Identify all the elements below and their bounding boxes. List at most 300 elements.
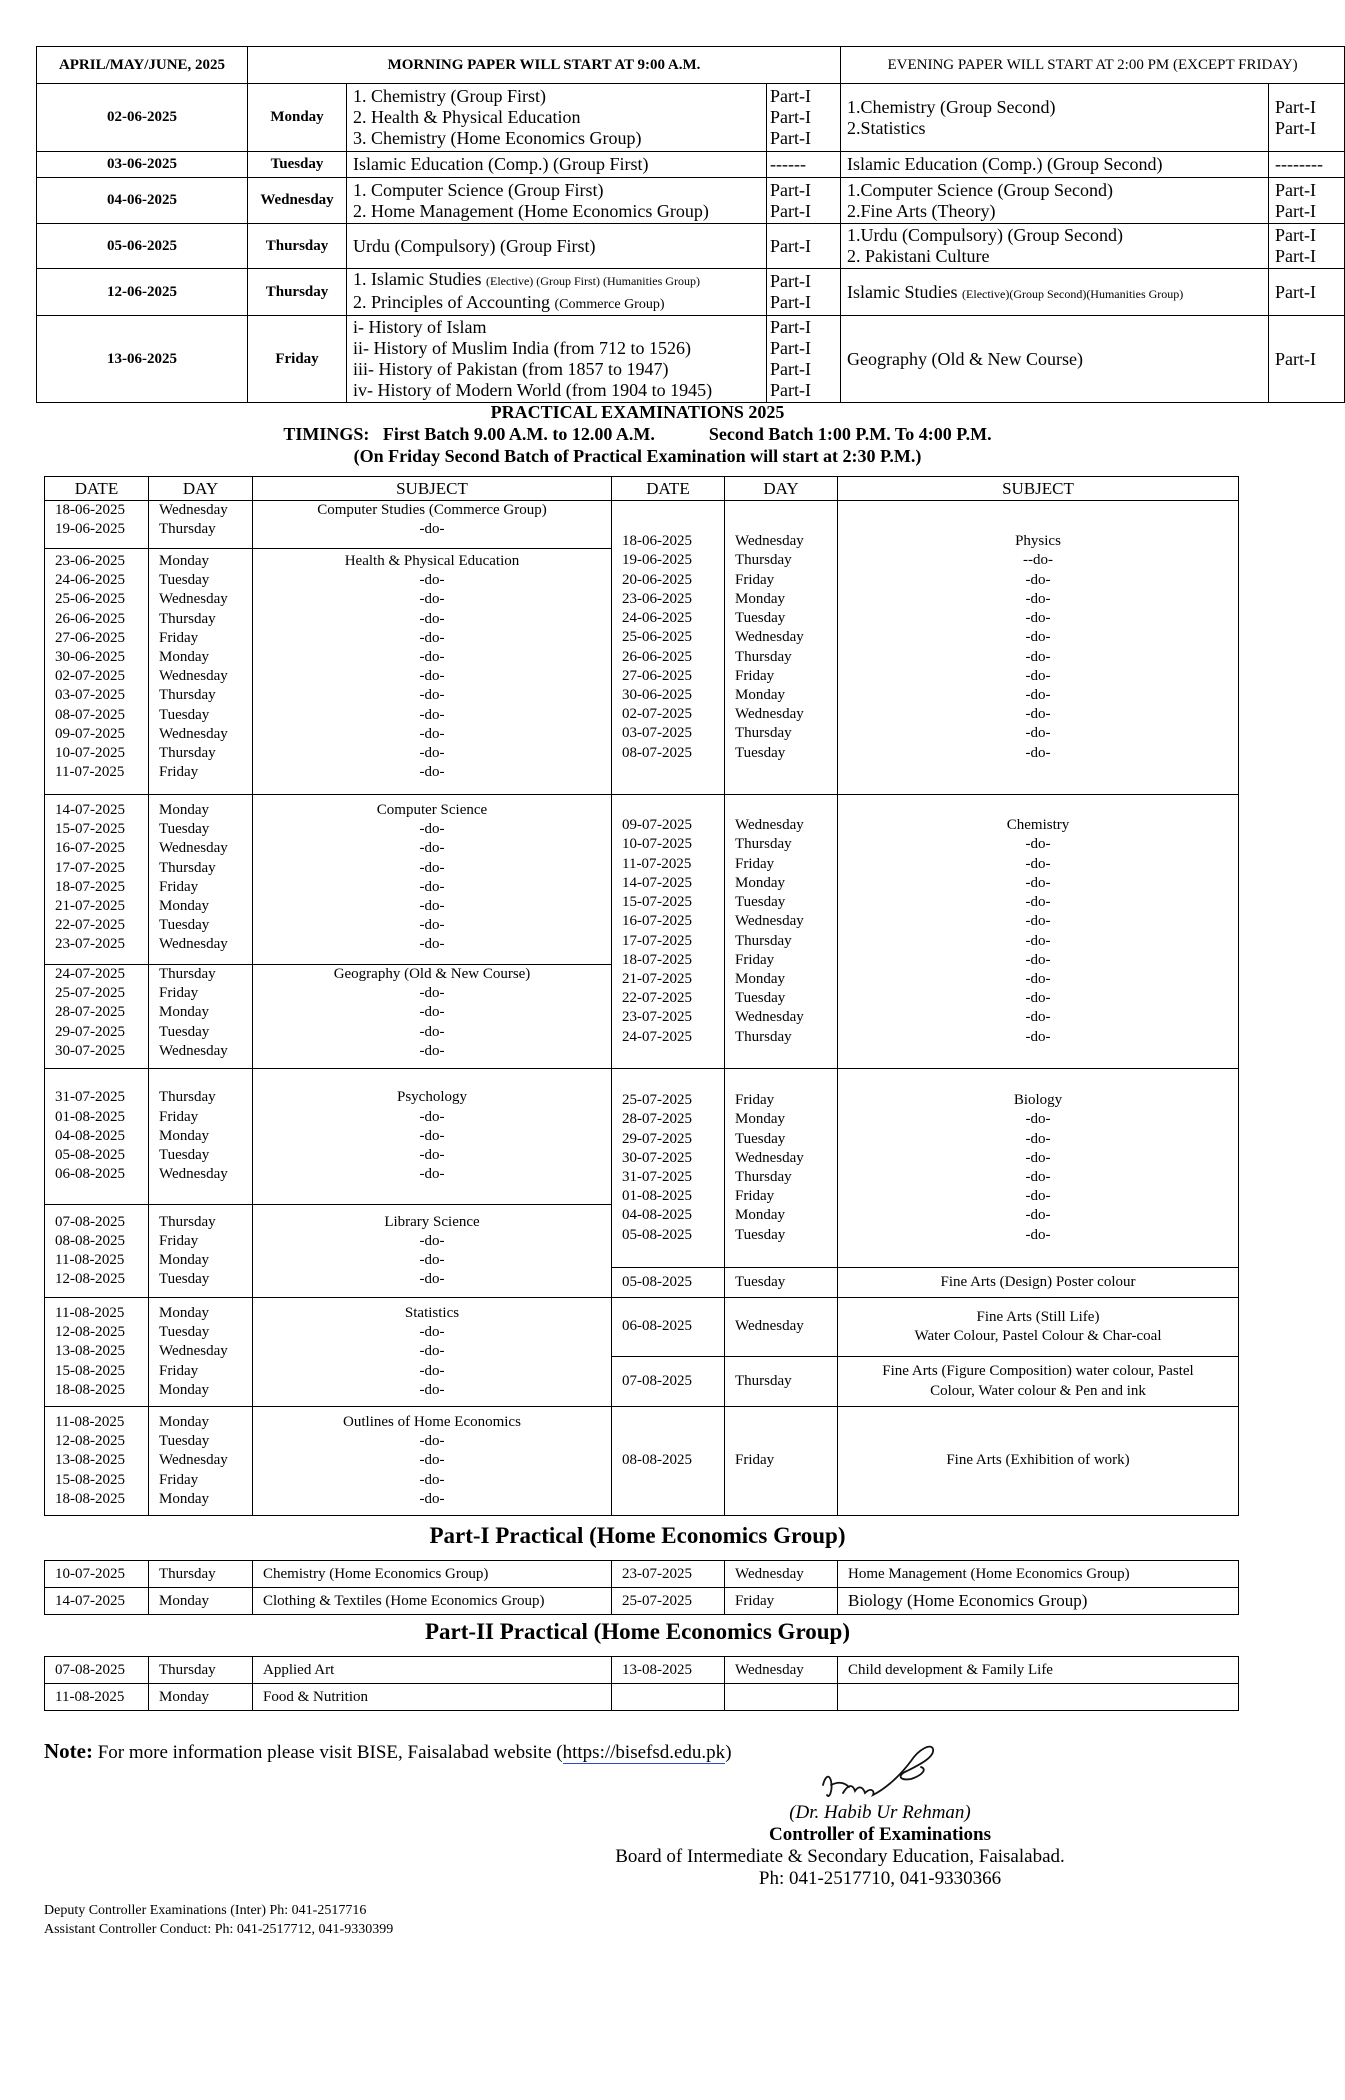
subject-entry: Geography (Old & New Course) xyxy=(333,966,531,982)
date-entry: 05-08-2025 xyxy=(622,1226,692,1243)
subject-list xyxy=(253,795,612,965)
subject-entry: -do- xyxy=(1025,951,1051,968)
subject-list xyxy=(838,795,1239,1069)
subject-entry: Psychology xyxy=(396,1089,467,1106)
subject-list xyxy=(838,1298,1239,1357)
day-entry: Monday xyxy=(159,1252,209,1268)
date-entry: 05-08-2025 xyxy=(55,1147,125,1164)
date-entry: 11-07-2025 xyxy=(622,855,692,872)
subject-entry: -do- xyxy=(1025,894,1051,911)
subject-entry: -do- xyxy=(1025,1207,1051,1224)
subject-entry: Physics xyxy=(1015,533,1061,550)
subject-entry: -do- xyxy=(1025,913,1051,930)
morning-subject: 1. Computer Science (Group First) xyxy=(353,179,604,200)
day-entry: Tuesday xyxy=(159,917,210,934)
date-list xyxy=(612,1407,725,1516)
subject-entry: Fine Arts (Exhibition of work) xyxy=(946,1452,1130,1469)
part-label: Part-I xyxy=(770,179,811,200)
subject-entry: -do- xyxy=(419,1271,445,1288)
date-entry: 27-06-2025 xyxy=(55,629,125,646)
part-label: Part-I xyxy=(770,128,811,148)
date-entry: 22-07-2025 xyxy=(55,917,125,934)
date-cell: 14-07-2025 xyxy=(45,1588,149,1615)
table-row xyxy=(45,1684,1239,1711)
deputy-controller-contact: Deputy Controller Examinations (Inter) Ph: 041-2517716 xyxy=(44,1903,367,1918)
day-entry: Thursday xyxy=(735,1169,792,1185)
signatory-name: (Dr. Habib Ur Rehman) xyxy=(789,1802,971,1823)
subject-entry: Fine Arts (Figure Composition) water colour, Pastel xyxy=(882,1363,1194,1380)
date-entry: 08-08-2025 xyxy=(55,1232,125,1249)
day-entry: Tuesday xyxy=(735,894,786,911)
day-entry: Wednesday xyxy=(159,502,228,518)
date-entry: 26-06-2025 xyxy=(55,610,125,627)
subject-list xyxy=(253,1407,612,1516)
day-entry: Friday xyxy=(159,1232,199,1249)
day-entry: Wednesday xyxy=(735,1149,804,1166)
subject-entry: -do- xyxy=(419,668,445,685)
part1-practical-table xyxy=(44,1560,1239,1615)
theory-row xyxy=(37,269,1345,316)
day-list xyxy=(725,1268,838,1298)
date-entry: 23-07-2025 xyxy=(622,1009,692,1026)
theory-datesheet-table xyxy=(36,46,1345,403)
part-label: -------- xyxy=(1269,152,1345,178)
date-list xyxy=(45,549,149,795)
date-entry: 01-08-2025 xyxy=(55,1108,125,1125)
practical-timings: TIMINGS: First Batch 9.00 A.M. to 12.00 A.M. Second Batch 1:00 P.M. To 4:00 P.M. xyxy=(283,424,992,444)
exam-date: 02-06-2025 xyxy=(37,84,248,152)
part-label: Part-I xyxy=(1275,179,1317,200)
date-entry: 21-07-2025 xyxy=(622,970,692,987)
date-entry: 18-06-2025 xyxy=(622,533,692,550)
subject-list xyxy=(253,1205,612,1298)
date-entry: 12-08-2025 xyxy=(55,1324,125,1341)
part-label: Part-I xyxy=(770,380,811,400)
date-entry: 23-06-2025 xyxy=(55,553,125,569)
date-list xyxy=(45,1069,149,1205)
subject-cell: Food & Nutrition xyxy=(253,1684,612,1711)
subject-entry: -do- xyxy=(419,1023,445,1040)
morning-subject: iv- History of Modern World (from 1904 to 1945) xyxy=(353,380,713,400)
date-list xyxy=(45,1298,149,1407)
day-cell xyxy=(725,1684,838,1711)
signature-icon xyxy=(815,1735,965,1810)
theory-row xyxy=(37,152,1345,178)
subject-entry: Computer Science xyxy=(376,802,488,818)
date-entry: 28-07-2025 xyxy=(55,1004,125,1021)
day-entry: Tuesday xyxy=(735,1130,786,1147)
exam-date: 03-06-2025 xyxy=(37,152,248,178)
day-entry: Tuesday xyxy=(735,1226,786,1243)
subject-entry: -do- xyxy=(419,1471,445,1488)
day-entry: Friday xyxy=(159,985,199,1002)
day-entry: Wednesday xyxy=(159,591,228,608)
day-entry: Monday xyxy=(159,898,209,915)
exam-day: Thursday xyxy=(248,269,347,316)
day-entry: Thursday xyxy=(735,648,792,665)
morning-subject-detail: (Commerce Group) xyxy=(554,297,665,312)
part-label: Part-I xyxy=(1275,117,1317,138)
subject-entry: -do- xyxy=(419,898,445,915)
day-list xyxy=(725,1407,838,1516)
part-label: Part-I xyxy=(1275,200,1317,221)
day-entry: Monday xyxy=(159,649,209,666)
date-entry: 08-07-2025 xyxy=(55,706,125,723)
evening-header: EVENING PAPER WILL START AT 2:00 PM (EXCEPT FRIDAY) xyxy=(841,47,1345,84)
subject-entry: -do- xyxy=(419,687,445,704)
day-entry: Monday xyxy=(159,1004,209,1021)
subject-list xyxy=(253,549,612,795)
morning-subject: i- History of Islam xyxy=(353,317,487,337)
date-entry: 03-07-2025 xyxy=(622,725,692,742)
date-entry: 15-07-2025 xyxy=(55,821,125,838)
exam-date: 05-06-2025 xyxy=(37,224,248,269)
subject-entry: -do- xyxy=(1025,686,1051,703)
exam-day: Tuesday xyxy=(248,152,347,178)
date-cell: 23-07-2025 xyxy=(612,1561,725,1588)
subject-entry: -do- xyxy=(1025,667,1051,684)
date-list xyxy=(612,1268,725,1298)
subject-cell: Home Management (Home Economics Group) xyxy=(838,1561,1239,1588)
day-entry: Wednesday xyxy=(159,668,228,685)
date-entry: 06-08-2025 xyxy=(622,1318,692,1335)
day-entry: Wednesday xyxy=(735,533,804,550)
subject-entry: Fine Arts (Design) Poster colour xyxy=(940,1273,1136,1290)
evening-subject: 2.Fine Arts (Theory) xyxy=(847,200,996,221)
morning-subject: 3. Chemistry (Home Economics Group) xyxy=(353,128,642,148)
subject-entry: Library Science xyxy=(384,1213,480,1230)
subject-entry: -do- xyxy=(419,936,445,953)
subject-entry: -do- xyxy=(419,1127,445,1144)
date-entry: 10-07-2025 xyxy=(622,836,692,853)
subject-entry: -do- xyxy=(419,1324,445,1341)
subject-list xyxy=(838,501,1239,795)
day-entry: Friday xyxy=(159,878,199,895)
part-label: Part-I xyxy=(1275,225,1317,245)
date-entry: 24-06-2025 xyxy=(622,610,692,627)
day-list xyxy=(725,1357,838,1407)
day-entry: Monday xyxy=(735,1207,785,1224)
day-entry: Friday xyxy=(159,764,199,781)
date-entry: 05-08-2025 xyxy=(622,1273,692,1290)
day-list xyxy=(149,965,253,1069)
subject-list xyxy=(253,965,612,1069)
date-entry: 11-07-2025 xyxy=(55,764,125,781)
morning-subject: 2. Home Management (Home Economics Group) xyxy=(353,200,709,221)
date-entry: 13-08-2025 xyxy=(55,1343,125,1360)
subject-entry: -do- xyxy=(1025,1149,1051,1166)
day-entry: Friday xyxy=(735,1092,775,1109)
date-entry: 18-08-2025 xyxy=(55,1490,125,1507)
subject-cell xyxy=(838,1684,1239,1711)
day-entry: Tuesday xyxy=(159,821,210,838)
day-entry: Friday xyxy=(159,1108,199,1125)
evening-subject: Islamic Studies xyxy=(847,281,963,302)
day-entry: Monday xyxy=(735,970,785,987)
date-list xyxy=(45,1205,149,1298)
subject-entry: -do- xyxy=(1025,1188,1051,1205)
subject-entry: -do- xyxy=(419,725,445,742)
date-entry: 30-06-2025 xyxy=(55,649,125,666)
date-entry: 18-06-2025 xyxy=(55,502,125,518)
exam-date: 04-06-2025 xyxy=(37,178,248,224)
subject-entry: -do- xyxy=(419,1252,445,1268)
board-phone: Ph: 041-2517710, 041-9330366 xyxy=(758,1868,1002,1889)
subject-entry: -do- xyxy=(419,1452,445,1469)
subject-entry: -do- xyxy=(1025,571,1051,588)
subject-entry: -do- xyxy=(1025,1130,1051,1147)
subject-entry: -do- xyxy=(1025,1009,1051,1026)
date-entry: 11-08-2025 xyxy=(55,1304,125,1321)
date-entry: 12-08-2025 xyxy=(55,1433,125,1450)
exam-date: 12-06-2025 xyxy=(37,269,248,316)
subject-entry: Biology xyxy=(1013,1092,1063,1109)
day-entry: Friday xyxy=(159,629,199,646)
subject-cell: Chemistry (Home Economics Group) xyxy=(253,1561,612,1588)
note-label: Note: xyxy=(44,1739,93,1763)
date-entry: 17-07-2025 xyxy=(55,859,125,876)
theory-row xyxy=(37,178,1345,224)
day-entry: Wednesday xyxy=(159,936,228,953)
subject-entry: -do- xyxy=(419,821,445,838)
date-entry: 03-07-2025 xyxy=(55,687,125,704)
date-cell: 25-07-2025 xyxy=(612,1588,725,1615)
subject-entry: -do- xyxy=(1025,990,1051,1007)
day-entry: Thursday xyxy=(735,552,792,569)
subject-entry: -do- xyxy=(419,1433,445,1450)
date-list xyxy=(45,795,149,965)
date-entry: 30-07-2025 xyxy=(55,1042,125,1059)
date-entry: 24-07-2025 xyxy=(622,1028,692,1045)
morning-subject-detail: (Elective) (Group First) (Humanities Group) xyxy=(486,274,700,288)
day-list xyxy=(149,1407,253,1516)
date-list xyxy=(612,501,725,795)
date-entry: 07-08-2025 xyxy=(622,1372,692,1389)
subject-entry: -do- xyxy=(419,1362,445,1379)
note xyxy=(44,1739,732,1764)
day-entry: Wednesday xyxy=(735,913,804,930)
day-entry: Friday xyxy=(735,855,775,872)
day-entry: Monday xyxy=(735,686,785,703)
day-entry: Thursday xyxy=(159,745,216,762)
day-cell: Thursday xyxy=(149,1657,253,1684)
date-header: DATE xyxy=(612,477,725,501)
day-entry: Wednesday xyxy=(159,1452,228,1469)
day-entry: Friday xyxy=(735,1188,775,1205)
date-entry: 31-07-2025 xyxy=(622,1169,692,1185)
subject-entry: -do- xyxy=(419,1490,445,1507)
morning-subject: 2. Principles of Accounting xyxy=(353,292,555,312)
day-entry: Friday xyxy=(159,1471,199,1488)
date-entry: 15-07-2025 xyxy=(622,894,692,911)
date-list xyxy=(45,965,149,1069)
day-entry: Wednesday xyxy=(735,706,804,723)
subject-list xyxy=(838,1069,1239,1268)
date-list xyxy=(612,1298,725,1357)
date-header: DATE xyxy=(45,477,149,501)
day-list xyxy=(149,1298,253,1407)
date-entry: 06-08-2025 xyxy=(55,1166,125,1183)
date-entry: 07-08-2025 xyxy=(55,1213,125,1230)
day-entry: Tuesday xyxy=(159,1147,210,1164)
day-entry: Thursday xyxy=(735,1372,792,1389)
day-entry: Monday xyxy=(159,1304,209,1321)
subject-entry: -do- xyxy=(419,745,445,762)
subject-cell: Applied Art xyxy=(253,1657,612,1684)
date-entry: 13-08-2025 xyxy=(55,1452,125,1469)
exam-day: Monday xyxy=(248,84,347,152)
day-entry: Thursday xyxy=(735,932,792,949)
practical-schedule-table xyxy=(44,476,1239,1516)
part-label: ------ xyxy=(767,152,841,178)
date-entry: 25-06-2025 xyxy=(55,591,125,608)
date-entry: 20-06-2025 xyxy=(622,571,692,588)
day-entry: Thursday xyxy=(159,1089,216,1106)
table-row xyxy=(45,1561,1239,1588)
part-label: Part-I xyxy=(770,271,811,291)
subject-entry: -do- xyxy=(419,764,445,781)
subject-entry: -do- xyxy=(419,1108,445,1125)
part-label: Part-I xyxy=(1269,269,1345,316)
day-entry: Wednesday xyxy=(159,840,228,857)
day-entry: Friday xyxy=(159,1362,199,1379)
exam-day: Friday xyxy=(248,316,347,403)
subject-entry: -do- xyxy=(1025,855,1051,872)
date-entry: 17-07-2025 xyxy=(622,932,692,949)
evening-subject: 1.Chemistry (Group Second) xyxy=(847,96,1056,117)
day-entry: Wednesday xyxy=(735,629,804,646)
day-list xyxy=(149,549,253,795)
date-entry: 18-07-2025 xyxy=(622,951,692,968)
subject-list xyxy=(253,1298,612,1407)
subject-entry: -do- xyxy=(419,859,445,876)
evening-subject-detail: (Elective)(Group Second)(Humanities Group) xyxy=(962,286,1184,301)
assistant-controller-contact: Assistant Controller Conduct: Ph: 041-2517712, 041-9330399 xyxy=(44,1922,394,1937)
theory-row xyxy=(37,224,1345,269)
date-entry: 12-08-2025 xyxy=(55,1271,125,1288)
date-cell: 13-08-2025 xyxy=(612,1657,725,1684)
day-entry: Wednesday xyxy=(159,725,228,742)
day-list xyxy=(149,1205,253,1298)
morning-subject: Islamic Education (Comp.) (Group First) xyxy=(347,152,767,178)
day-cell: Thursday xyxy=(149,1561,253,1588)
date-entry: 26-06-2025 xyxy=(622,648,692,665)
day-list xyxy=(149,501,253,549)
date-entry: 23-06-2025 xyxy=(622,590,692,607)
subject-entry: -do- xyxy=(419,649,445,666)
date-entry: 23-07-2025 xyxy=(55,936,125,953)
date-entry: 08-07-2025 xyxy=(622,744,692,761)
date-entry: 04-08-2025 xyxy=(622,1207,692,1224)
date-list xyxy=(612,1357,725,1407)
day-entry: Tuesday xyxy=(159,1023,210,1040)
part-label: Part-I xyxy=(1269,316,1345,403)
part-label: Part-I xyxy=(770,200,811,221)
day-list xyxy=(725,795,838,1069)
subject-entry: Outlines of Home Economics xyxy=(343,1413,521,1430)
note-text: For more information please visit BISE, Faisalabad website ( xyxy=(92,1742,563,1763)
morning-subject: 1. Islamic Studies xyxy=(353,269,486,289)
day-cell: Monday xyxy=(149,1684,253,1711)
day-entry: Tuesday xyxy=(159,1271,210,1288)
morning-subject: 2. Health & Physical Education xyxy=(353,107,581,127)
day-entry: Wednesday xyxy=(159,1343,228,1360)
table-row xyxy=(45,1657,1239,1684)
day-entry: Monday xyxy=(159,553,209,569)
day-list xyxy=(725,1069,838,1268)
date-entry: 15-08-2025 xyxy=(55,1362,125,1379)
day-entry: Friday xyxy=(735,571,775,588)
subject-entry: -do- xyxy=(1025,1169,1051,1185)
date-entry: 11-08-2025 xyxy=(55,1413,125,1430)
website-link[interactable]: https://bisefsd.edu.pk xyxy=(562,1742,726,1763)
table-row xyxy=(45,1588,1239,1615)
date-entry: 25-06-2025 xyxy=(622,629,692,646)
theory-row xyxy=(37,316,1345,403)
subject-entry: -do- xyxy=(1025,932,1051,949)
date-entry: 02-07-2025 xyxy=(55,668,125,685)
day-entry: Tuesday xyxy=(735,1273,786,1290)
subject-entry: -do- xyxy=(1025,648,1051,665)
board-name: Board of Intermediate & Secondary Education, Faisalabad. xyxy=(615,1846,1065,1867)
subject-entry: Computer Studies (Commerce Group) xyxy=(317,502,547,518)
day-entry: Wednesday xyxy=(159,1166,228,1183)
subject-entry: -do- xyxy=(419,1042,445,1059)
date-entry: 18-07-2025 xyxy=(55,878,125,895)
date-entry: 31-07-2025 xyxy=(55,1089,125,1106)
day-cell: Monday xyxy=(149,1588,253,1615)
subject-entry: -do- xyxy=(1025,1226,1051,1243)
date-entry: 18-08-2025 xyxy=(55,1381,125,1398)
subject-list xyxy=(838,1357,1239,1407)
day-entry: Thursday xyxy=(735,836,792,853)
day-entry: Monday xyxy=(735,590,785,607)
morning-subject: 1. Chemistry (Group First) xyxy=(353,86,546,106)
date-entry: 09-07-2025 xyxy=(55,725,125,742)
subject-cell: Child development & Family Life xyxy=(838,1657,1239,1684)
date-entry: 11-08-2025 xyxy=(55,1252,125,1268)
day-cell: Wednesday xyxy=(725,1657,838,1684)
day-entry: Thursday xyxy=(735,1028,792,1045)
day-entry: Wednesday xyxy=(735,1009,804,1026)
date-list xyxy=(45,501,149,549)
date-entry: 09-07-2025 xyxy=(622,817,692,834)
day-entry: Monday xyxy=(735,1111,785,1128)
day-entry: Thursday xyxy=(159,859,216,876)
subject-list xyxy=(838,1268,1239,1298)
subject-entry: -do- xyxy=(419,610,445,627)
subject-list xyxy=(253,501,612,549)
subject-entry: -do- xyxy=(1025,1111,1051,1128)
date-cell xyxy=(612,1684,725,1711)
morning-subject: Urdu (Compulsory) (Group First) xyxy=(347,224,767,269)
subject-entry: Chemistry xyxy=(1006,817,1070,834)
subject-entry: -do- xyxy=(1025,970,1051,987)
exam-day: Wednesday xyxy=(248,178,347,224)
date-entry: 27-06-2025 xyxy=(622,667,692,684)
part-label: Part-I xyxy=(1275,246,1317,266)
day-entry: Wednesday xyxy=(159,1042,228,1059)
part-label: Part-I xyxy=(770,107,811,127)
day-entry: Monday xyxy=(159,1381,209,1398)
day-entry: Monday xyxy=(159,1490,209,1507)
date-cell: 10-07-2025 xyxy=(45,1561,149,1588)
date-entry: 25-07-2025 xyxy=(622,1092,692,1109)
date-entry: 16-07-2025 xyxy=(622,913,692,930)
subject-entry: -do- xyxy=(1025,590,1051,607)
subject-entry: -do- xyxy=(419,878,445,895)
subject-entry: Statistics xyxy=(404,1304,460,1321)
